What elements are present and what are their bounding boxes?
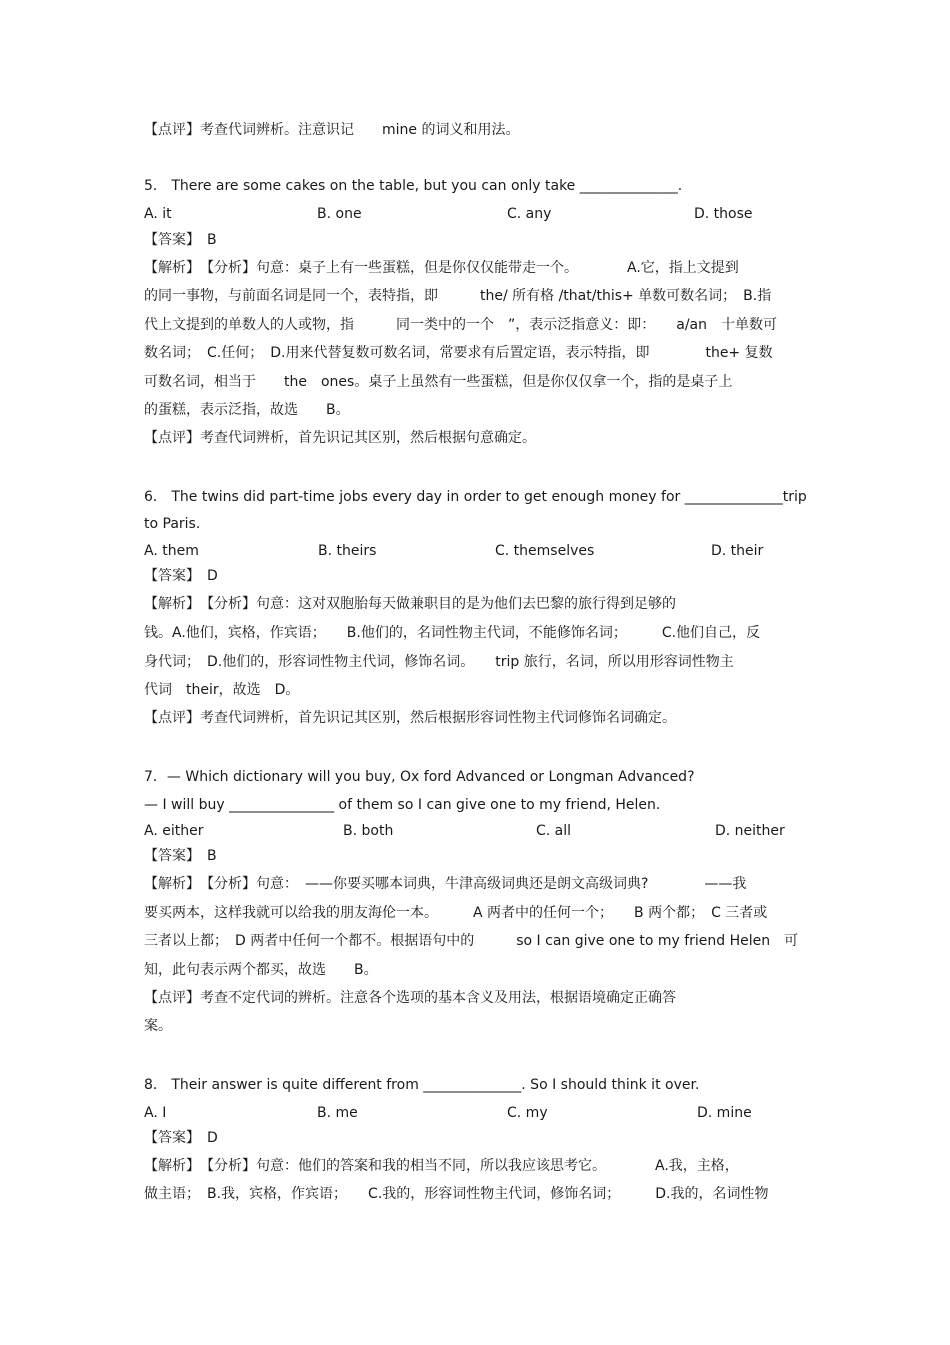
comment: 【点评】考查代词辨析，首先识记其区别，然后根据句意确定。 bbox=[144, 430, 536, 446]
analysis-line: 身代词； D.他们的，形容词性物主代词，修饰名词。 trip 旅行，名词，所以用形容词性物主 bbox=[144, 654, 734, 670]
comment: 【点评】考查不定代词的辨析。注意各个选项的基本含义及用法，根据语境确定正确答 bbox=[144, 990, 676, 1006]
option-d: D. their bbox=[711, 543, 764, 559]
option-b: B. theirs bbox=[318, 543, 377, 559]
analysis-line: 【解析】 【分析】句意：他们的答案和我的相当不同，所以我应该思考它。 A.我，主格， bbox=[144, 1158, 739, 1174]
analysis-line: 代上文提到的单数人的人或物，指 同一类中的一个 ”，表示泛指意义：即： a/an 十单数可 bbox=[144, 317, 777, 333]
analysis-line: 的蛋糕，表示泛指，故选 B。 bbox=[144, 402, 350, 418]
option-d: D. mine bbox=[697, 1105, 752, 1121]
option-c: C. themselves bbox=[495, 543, 595, 559]
question-stem: 5． There are some cakes on the table, but you can only take ______________. bbox=[144, 178, 683, 194]
analysis-line: 知，此句表示两个都买，故选 B。 bbox=[144, 962, 378, 978]
analysis-line: 【解析】 【分析】句意： ——你要买哪本词典，牛津高级词典还是朗文高级词典? ——我 bbox=[144, 876, 747, 892]
option-d: D. neither bbox=[715, 823, 785, 839]
option-a: A. it bbox=[144, 206, 172, 222]
answer: 【答案】 D bbox=[144, 1130, 218, 1146]
question-stem: 6． The twins did part-time jobs every day in order to get enough money for ______________trip bbox=[144, 489, 807, 505]
analysis-line: 代词 their，故选 D。 bbox=[144, 682, 300, 698]
option-b: B. both bbox=[343, 823, 394, 839]
option-c: C. any bbox=[507, 206, 552, 222]
option-d: D. those bbox=[694, 206, 753, 222]
comment: 案。 bbox=[144, 1018, 172, 1034]
previous-comment: 【点评】考查代词辨析。注意识记 mine 的词义和用法。 bbox=[144, 122, 520, 138]
option-a: A. them bbox=[144, 543, 199, 559]
analysis-line: 要买两本，这样我就可以给我的朋友海伦一本。 A 两者中的任何一个； B 两个都； C 三者或 bbox=[144, 905, 768, 921]
question-stem: — I will buy _______________ of them so I can give one to my friend, Helen. bbox=[144, 797, 661, 813]
option-b: B. one bbox=[317, 206, 362, 222]
option-b: B. me bbox=[317, 1105, 358, 1121]
analysis-line: 钱。A.他们，宾格，作宾语； B.他们的，名词性物主代词，不能修饰名词； C.他们自己，反 bbox=[144, 625, 761, 641]
option-a: A. either bbox=[144, 823, 204, 839]
answer: 【答案】 B bbox=[144, 232, 217, 248]
answer: 【答案】 D bbox=[144, 568, 218, 584]
analysis-line: 数名词； C.任何； D.用来代替复数可数名词，常要求有后置定语，表示特指，即 the+ 复数 bbox=[144, 345, 773, 361]
comment: 【点评】考查代词辨析，首先识记其区别，然后根据形容词性物主代词修饰名词确定。 bbox=[144, 710, 676, 726]
analysis-line: 可数名词，相当于 the ones。桌子上虽然有一些蛋糕，但是你仅仅拿一个，指的是桌子上 bbox=[144, 374, 733, 390]
analysis-line: 的同一事物，与前面名词是同一个，表特指，即 the/ 所有格 /that/this+ 单数可数名词； B.指 bbox=[144, 288, 772, 304]
question-stem: to Paris. bbox=[144, 516, 201, 532]
option-c: C. my bbox=[507, 1105, 548, 1121]
answer: 【答案】 B bbox=[144, 848, 217, 864]
analysis-line: 【解析】 【分析】句意：桌子上有一些蛋糕，但是你仅仅能带走一个。 A.它，指上文提到 bbox=[144, 260, 739, 276]
option-c: C. all bbox=[536, 823, 572, 839]
question-stem: 7．— Which dictionary will you buy, Ox ford Advanced or Longman Advanced? bbox=[144, 769, 695, 785]
option-a: A. I bbox=[144, 1105, 167, 1121]
analysis-line: 做主语； B.我，宾格，作宾语； C.我的，形容词性物主代词，修饰名词； D.我的，名词性物 bbox=[144, 1186, 769, 1202]
analysis-line: 三者以上都； D 两者中任何一个都不。根据语句中的 so I can give one to my friend Helen 可 bbox=[144, 933, 799, 949]
analysis-line: 【解析】 【分析】句意：这对双胞胎每天做兼职目的是为他们去巴黎的旅行得到足够的 bbox=[144, 596, 676, 612]
question-stem: 8． Their answer is quite different from ______________. So I should think it over. bbox=[144, 1077, 700, 1093]
